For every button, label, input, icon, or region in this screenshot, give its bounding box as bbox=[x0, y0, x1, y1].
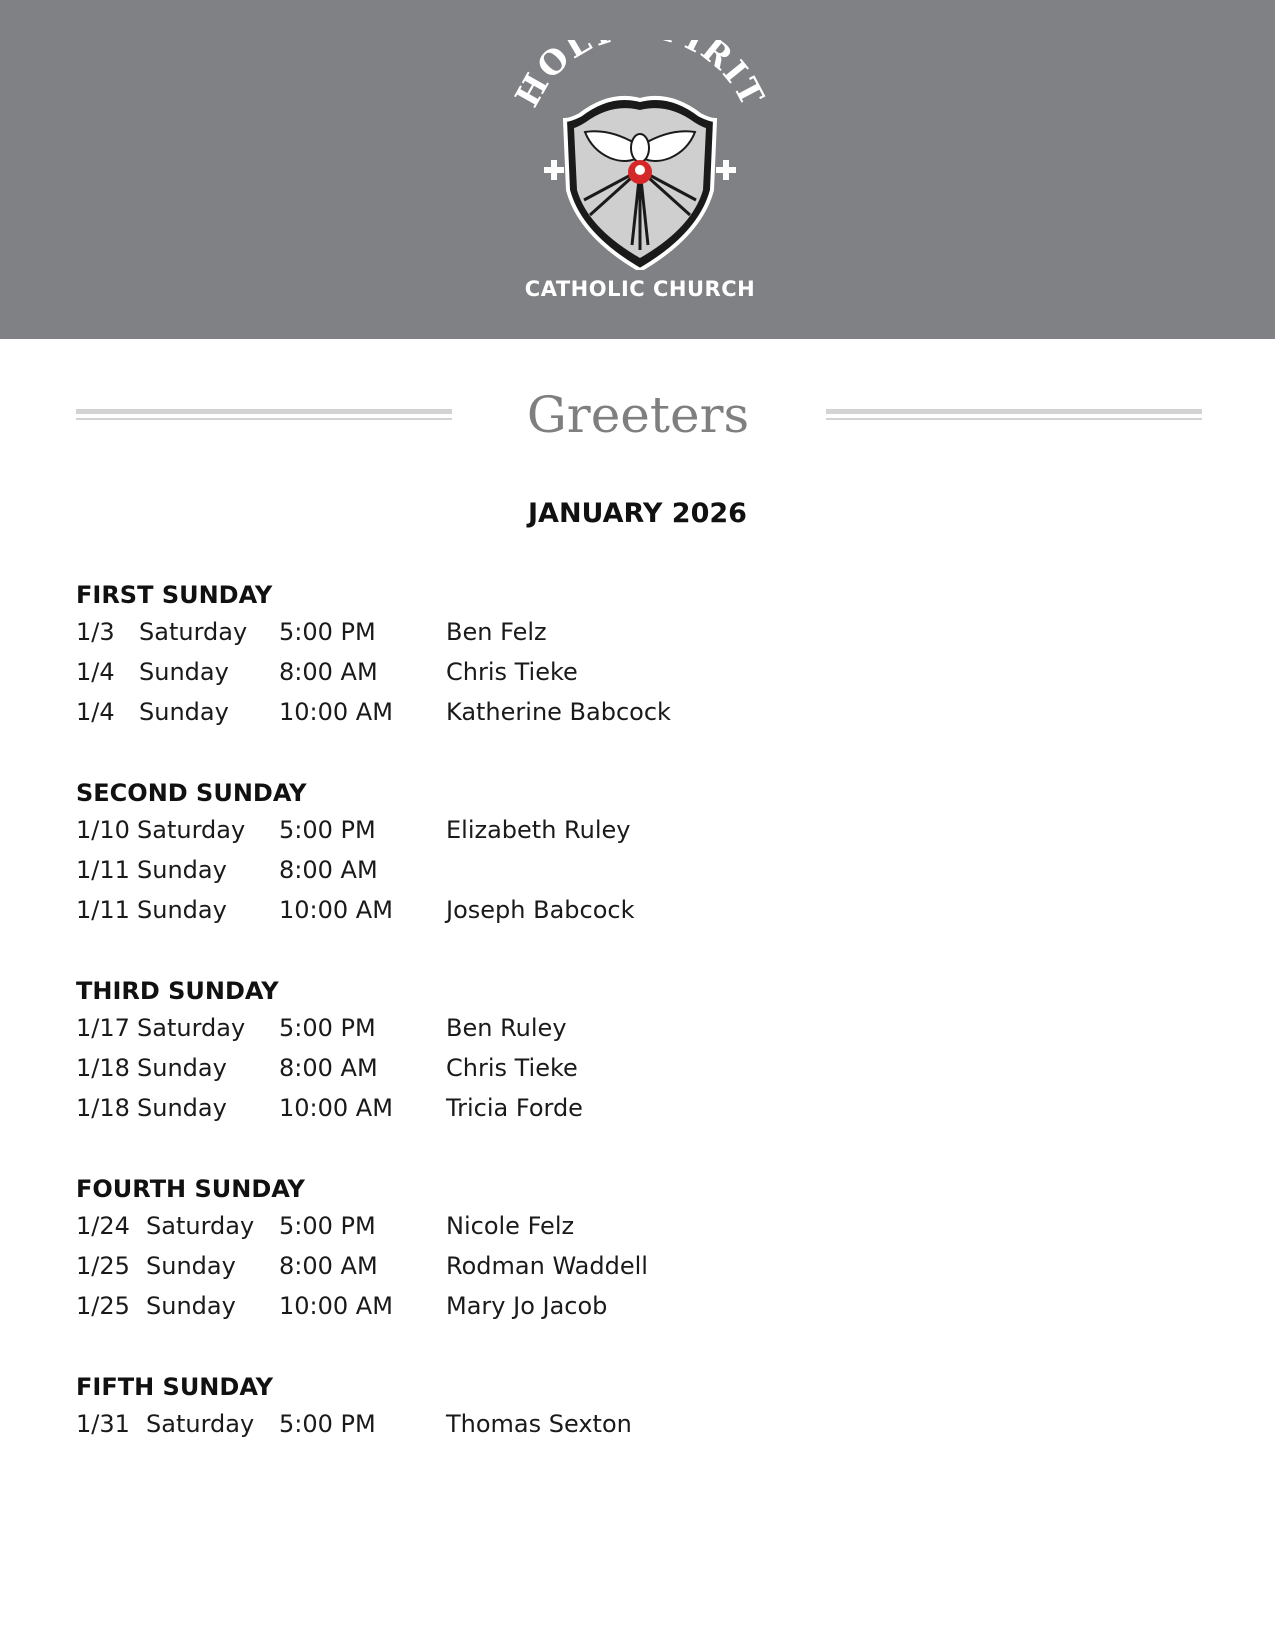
row-date: 1/10 bbox=[76, 816, 130, 844]
schedule-row bbox=[76, 652, 1176, 692]
church-logo bbox=[510, 40, 770, 310]
row-day: Sunday bbox=[139, 698, 229, 726]
section-title: THIRD SUNDAY bbox=[76, 977, 279, 1005]
logo-subtitle: CATHOLIC CHURCH bbox=[524, 277, 756, 301]
section-title: FOURTH SUNDAY bbox=[76, 1175, 305, 1203]
row-time: 10:00 AM bbox=[279, 1094, 393, 1122]
row-date: 1/31 bbox=[76, 1410, 130, 1438]
row-greeter: Tricia Forde bbox=[446, 1094, 583, 1122]
row-date: 1/11 bbox=[76, 856, 130, 884]
row-day: Saturday bbox=[137, 1014, 246, 1042]
section-first-sunday bbox=[76, 578, 1176, 776]
row-day: Sunday bbox=[146, 1292, 236, 1320]
row-greeter: Rodman Waddell bbox=[446, 1252, 648, 1280]
row-time: 5:00 PM bbox=[279, 1410, 376, 1438]
row-day: Saturday bbox=[146, 1410, 255, 1438]
header-banner bbox=[0, 0, 1275, 339]
schedule-row bbox=[76, 612, 1176, 652]
schedule-row bbox=[76, 1286, 1176, 1326]
row-date: 1/4 bbox=[76, 698, 115, 726]
schedule-row bbox=[76, 1246, 1176, 1286]
row-day: Saturday bbox=[146, 1212, 255, 1240]
row-greeter: Katherine Babcock bbox=[446, 698, 671, 726]
row-greeter: Chris Tieke bbox=[446, 658, 578, 686]
row-day: Sunday bbox=[137, 1054, 227, 1082]
row-date: 1/25 bbox=[76, 1292, 130, 1320]
section-title: SECOND SUNDAY bbox=[76, 779, 307, 807]
row-day: Sunday bbox=[137, 896, 227, 924]
schedule-row bbox=[76, 1008, 1176, 1048]
section-fourth-sunday bbox=[76, 1172, 1176, 1370]
row-date: 1/3 bbox=[76, 618, 115, 646]
schedule-row bbox=[76, 1206, 1176, 1246]
section-fifth-sunday bbox=[76, 1370, 1176, 1568]
row-time: 10:00 AM bbox=[279, 896, 393, 924]
row-date: 1/11 bbox=[76, 896, 130, 924]
schedule-row bbox=[76, 1048, 1176, 1088]
greeter-schedule bbox=[76, 578, 1176, 1568]
month-heading: JANUARY 2026 bbox=[528, 498, 747, 529]
schedule-row bbox=[76, 810, 1176, 850]
row-date: 1/18 bbox=[76, 1054, 130, 1082]
schedule-row bbox=[76, 890, 1176, 930]
row-time: 8:00 AM bbox=[279, 856, 378, 884]
row-time: 8:00 AM bbox=[279, 1252, 378, 1280]
row-greeter: Mary Jo Jacob bbox=[446, 1292, 608, 1320]
row-day: Sunday bbox=[137, 856, 227, 884]
row-time: 10:00 AM bbox=[279, 698, 393, 726]
row-time: 5:00 PM bbox=[279, 618, 376, 646]
row-time: 5:00 PM bbox=[279, 1212, 376, 1240]
holy-spirit-crest-icon bbox=[510, 40, 770, 270]
section-third-sunday bbox=[76, 974, 1176, 1172]
row-day: Sunday bbox=[137, 1094, 227, 1122]
page-title: Greeters bbox=[526, 386, 750, 444]
row-date: 1/25 bbox=[76, 1252, 130, 1280]
row-greeter: Ben Ruley bbox=[446, 1014, 567, 1042]
title-rule-right bbox=[826, 409, 1202, 420]
row-greeter: Nicole Felz bbox=[446, 1212, 575, 1240]
row-greeter: Thomas Sexton bbox=[446, 1410, 632, 1438]
row-day: Saturday bbox=[139, 618, 248, 646]
row-time: 8:00 AM bbox=[279, 658, 378, 686]
row-day: Sunday bbox=[139, 658, 229, 686]
row-greeter: Joseph Babcock bbox=[446, 896, 635, 924]
row-date: 1/24 bbox=[76, 1212, 130, 1240]
row-day: Sunday bbox=[146, 1252, 236, 1280]
row-date: 1/18 bbox=[76, 1094, 130, 1122]
section-title: FIRST SUNDAY bbox=[76, 581, 273, 609]
title-rule-left bbox=[76, 409, 452, 420]
row-day: Saturday bbox=[137, 816, 246, 844]
row-date: 1/17 bbox=[76, 1014, 130, 1042]
section-second-sunday bbox=[76, 776, 1176, 974]
row-time: 5:00 PM bbox=[279, 816, 376, 844]
row-greeter: Elizabeth Ruley bbox=[446, 816, 631, 844]
logo-arc-text: HOL RIT bbox=[510, 40, 770, 114]
row-greeter: Chris Tieke bbox=[446, 1054, 578, 1082]
schedule-row bbox=[76, 1088, 1176, 1128]
row-greeter: Ben Felz bbox=[446, 618, 547, 646]
schedule-row bbox=[76, 1404, 1176, 1444]
section-title: FIFTH SUNDAY bbox=[76, 1373, 273, 1401]
row-time: 10:00 AM bbox=[279, 1292, 393, 1320]
schedule-row bbox=[76, 850, 1176, 890]
row-time: 5:00 PM bbox=[279, 1014, 376, 1042]
row-time: 8:00 AM bbox=[279, 1054, 378, 1082]
row-date: 1/4 bbox=[76, 658, 115, 686]
schedule-row bbox=[76, 692, 1176, 732]
